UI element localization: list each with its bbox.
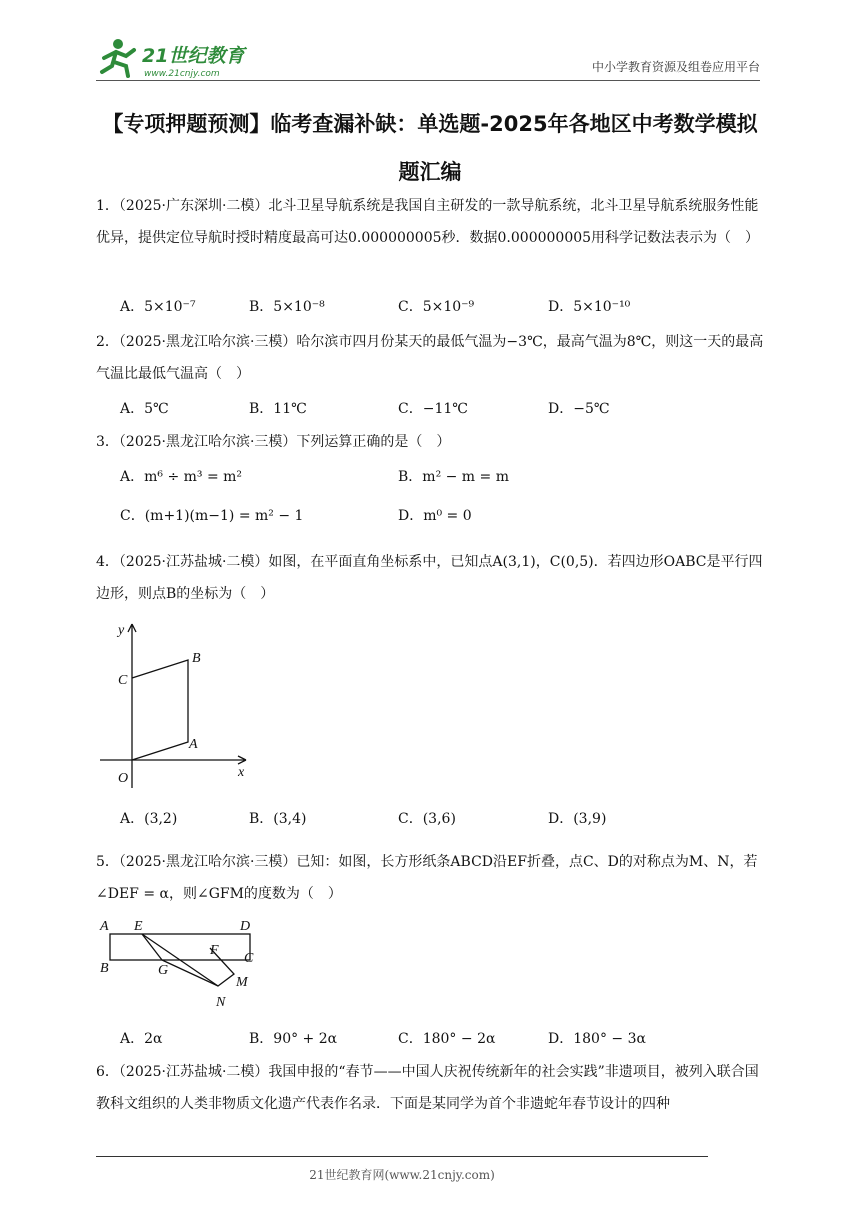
parallelogram-figure <box>96 616 266 796</box>
q1-option-b: B．5×10⁻⁸ <box>249 299 325 315</box>
q5-option-b: B．90° + 2α <box>249 1031 338 1047</box>
platform-name: 中小学教育资源及组卷应用平台 <box>591 60 760 74</box>
fig4-label-x: x <box>238 765 245 780</box>
fig5-label-e: E <box>134 919 143 934</box>
document-title: 【专项押题预测】临考查漏补缺：单选题-2025年各地区中考数学模拟题汇编 <box>102 112 758 184</box>
q4-option-c: C．(3,6) <box>398 811 456 827</box>
fig5-label-n: N <box>216 995 226 1010</box>
question-6-text: 6．（2025·江苏盐城·二模）我国申报的“春节——中国人庆祝传统新年的社会实践”非遗项目，被列入联合国教科文组织的人类非物质文化遗产代表作名录．下面是某同学为首个非遗蛇年春节设计的四种 <box>96 1064 759 1112</box>
question-4-text: 4．（2025·江苏盐城·二模）如图，在平面直角坐标系中，已知点A(3,1)，C(0,5)．若四边形OABC是平行四边形，则点B的坐标为（ ） <box>96 554 763 602</box>
question-2-text: 2．（2025·黑龙江哈尔滨·三模）哈尔滨市四月份某天的最低气温为−3℃，最高气温为8℃，则这一天的最高气温比最低气温高（ ） <box>96 334 764 382</box>
fig5-label-f: F <box>210 943 219 958</box>
q2-option-c: C．−11℃ <box>398 401 468 417</box>
q5-option-c: C．180° − 2α <box>398 1031 496 1047</box>
fig4-label-a: A <box>189 737 198 752</box>
q2-option-d: D．−5℃ <box>548 401 610 417</box>
q3-option-b: B．m² − m = m <box>398 469 509 485</box>
q2-option-b: B．11℃ <box>249 401 307 417</box>
footer-divider <box>96 1156 708 1157</box>
fig5-label-c: C <box>244 951 254 966</box>
q4-option-d: D．(3,9) <box>548 811 607 827</box>
header-divider <box>96 80 760 81</box>
question-5-text: 5．（2025·黑龙江哈尔滨·三模）已知：如图，长方形纸条ABCD沿EF折叠，点C、D的对称点为M、N，若∠DEF = α，则∠GFM的度数为（ ） <box>96 854 758 902</box>
q3-option-d: D．m⁰ = 0 <box>398 508 472 524</box>
svg-text:21世纪教育: 21世纪教育 <box>142 45 245 67</box>
q4-option-b: B．(3,4) <box>249 811 307 827</box>
site-logo <box>96 36 256 82</box>
q4-option-a: A．(3,2) <box>120 811 178 827</box>
fig5-label-b: B <box>100 961 109 976</box>
fig5-label-d: D <box>240 919 251 934</box>
q5-option-a: A．2α <box>120 1031 163 1047</box>
q3-option-c: C．(m+1)(m−1) = m² − 1 <box>120 508 304 524</box>
question-1-text: 1．（2025·广东深圳·二模）北斗卫星导航系统是我国自主研发的一款导航系统，北斗卫星导航系统服务性能优异，提供定位导航时授时精度最高可达0.000000005秒．数据0.000000005用科学记数法表示为（ ） <box>96 198 760 246</box>
q2-option-a: A．5℃ <box>120 401 169 417</box>
fig4-label-c: C <box>118 673 128 688</box>
fig4-label-b: B <box>192 651 201 666</box>
fig5-label-a: A <box>100 919 109 934</box>
svg-text:www.21cnjy.com: www.21cnjy.com <box>144 69 220 79</box>
q3-option-a: A．m⁶ ÷ m³ = m² <box>120 469 243 485</box>
folded-strip-figure <box>96 914 266 1016</box>
question-3-text: 3．（2025·黑龙江哈尔滨·三模）下列运算正确的是（ ） <box>96 434 451 450</box>
runner-logo-icon <box>96 36 256 82</box>
q5-option-d: D．180° − 3α <box>548 1031 646 1047</box>
q1-option-c: C．5×10⁻⁹ <box>398 299 475 315</box>
fig5-label-m: M <box>236 975 248 990</box>
footer-site[interactable]: 21世纪教育网(www.21cnjy.com) <box>309 1168 495 1182</box>
fig5-label-g: G <box>158 963 169 978</box>
fig4-label-o: O <box>118 771 129 786</box>
q1-option-d: D．5×10⁻¹⁰ <box>548 299 631 315</box>
q1-option-a: A．5×10⁻⁷ <box>120 299 196 315</box>
fig4-label-y: y <box>118 623 125 638</box>
